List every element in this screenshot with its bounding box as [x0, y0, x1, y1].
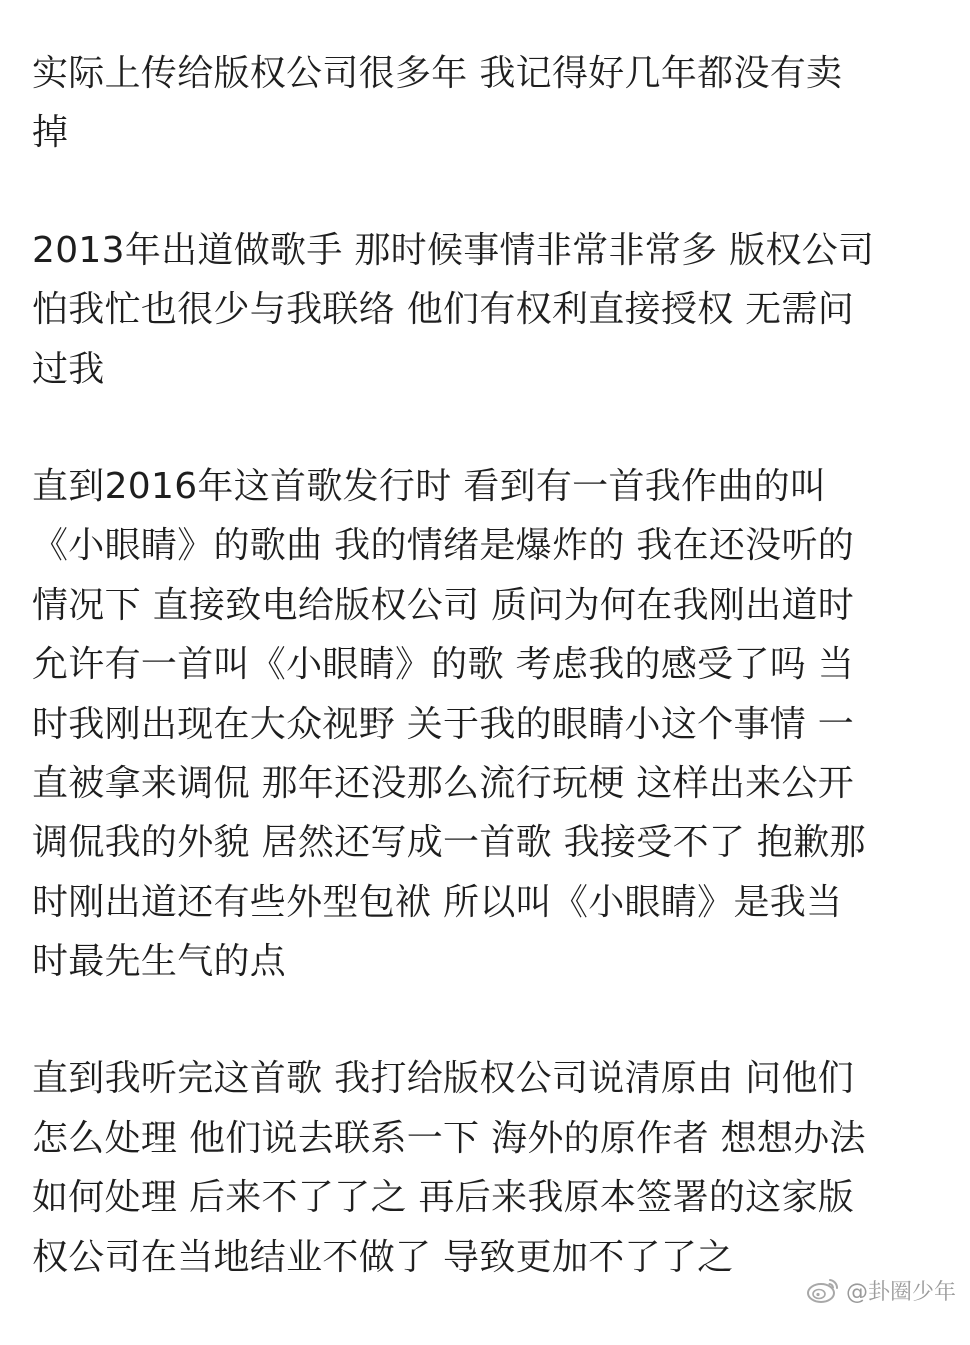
text-line: 如何处理 后来不了了之 再后来我原本签署的这家版 [32, 1177, 855, 1219]
weibo-logo-icon [806, 1276, 840, 1304]
text-line: 过我 [32, 348, 105, 390]
text-line: 实际上传给版权公司很多年 我记得好几年都没有卖 [32, 53, 843, 94]
text-line: 调侃我的外貌 居然还写成一首歌 我接受不了 抱歉那 [32, 822, 866, 864]
text-line: 掉 [32, 112, 69, 154]
paragraph-4 [32, 1049, 950, 1287]
text-line: 时最先生气的点 [32, 941, 287, 983]
text-line: 允许有一首叫《小眼睛》的歌 考虑我的感受了吗 当 [32, 644, 855, 686]
text-line: 权公司在当地结业不做了 导致更加不了了之 [32, 1236, 734, 1278]
paragraph-1 [32, 44, 950, 163]
text-line: 直到我听完这首歌 我打给版权公司说清原由 问他们 [32, 1058, 855, 1100]
text-line: 怕我忙也很少与我联络 他们有权利直接授权 无需问 [32, 289, 855, 331]
text-line: 怎么处理 他们说去联系一下 海外的原作者 想想办法 [32, 1117, 866, 1159]
document-body [32, 44, 950, 1345]
text-line: 时刚出道还有些外型包袱 所以叫《小眼睛》是我当 [32, 881, 843, 923]
text-line: 直被拿来调侃 那年还没那么流行玩梗 这样出来公开 [32, 762, 855, 804]
watermark-text: @卦圈少年 [845, 1279, 956, 1305]
text-line: 直到2016年这首歌发行时 看到有一首我作曲的叫 [32, 465, 827, 507]
paragraph-2 [32, 221, 950, 399]
watermark [806, 1270, 956, 1310]
text-line: 2013年出道做歌手 那时候事情非常非常多 版权公司 [32, 229, 875, 271]
paragraph-3 [32, 457, 950, 992]
text-line: 时我刚出现在大众视野 关于我的眼睛小这个事情 一 [32, 703, 855, 745]
text-line: 情况下 直接致电给版权公司 质问为何在我刚出道时 [32, 584, 855, 626]
text-line: 《小眼睛》的歌曲 我的情绪是爆炸的 我在还没听的 [32, 525, 855, 567]
